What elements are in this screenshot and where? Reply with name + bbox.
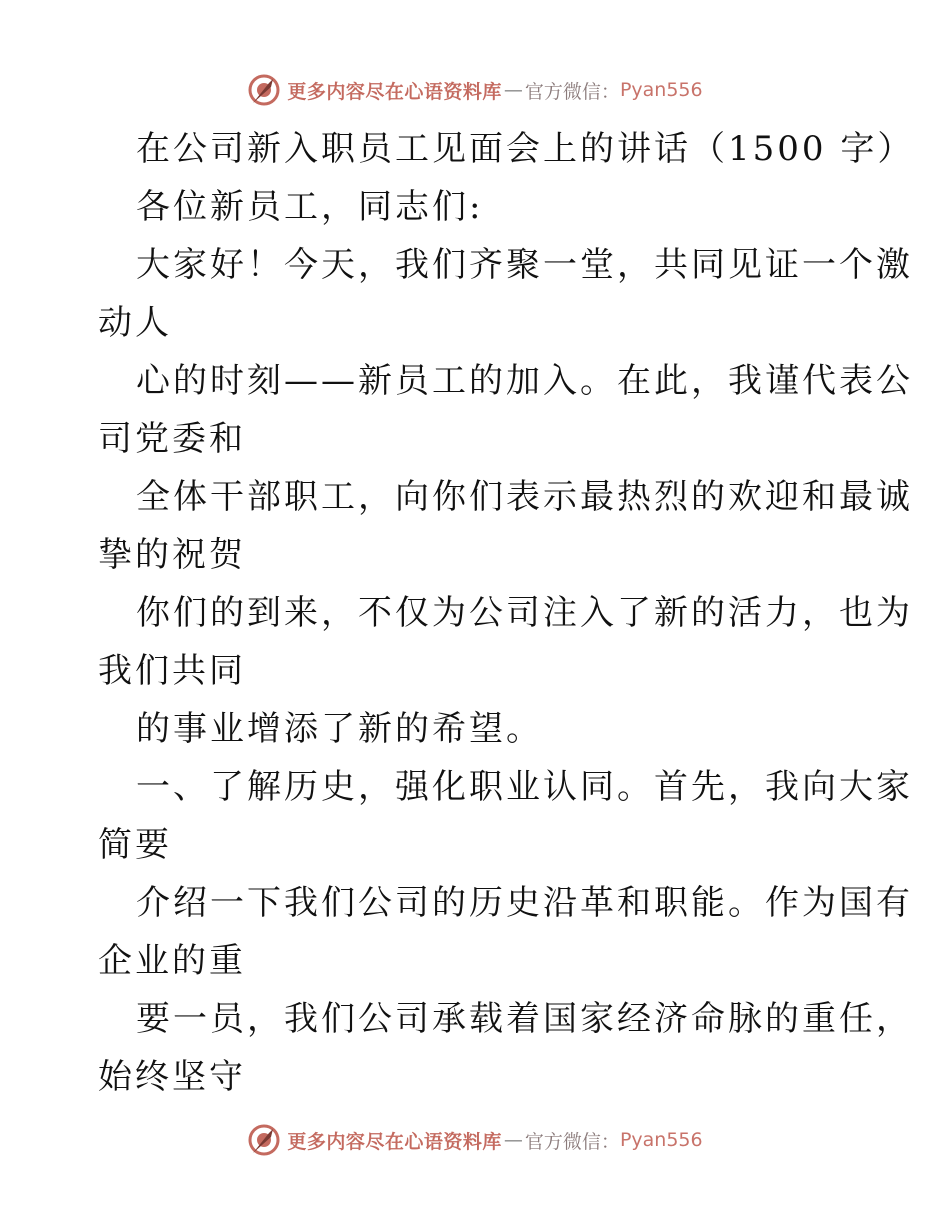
document-line: 简要: [98, 825, 172, 865]
document-line: 心的时刻——新员工的加入。在此，我谨代表公: [136, 361, 913, 401]
document-line: 在公司新入职员工见面会上的讲话（1500 字）: [136, 129, 915, 169]
document-line: 介绍一下我们公司的历史沿革和职能。作为国有: [136, 883, 913, 923]
document-line: 你们的到来，不仅为公司注入了新的活力，也为: [136, 593, 913, 633]
watermark-wechat-id: Pyan556: [619, 1129, 703, 1151]
document-line: 全体干部职工，向你们表示最热烈的欢迎和最诚: [136, 477, 913, 517]
document-line: 动人: [98, 303, 172, 343]
watermark-wechat-id: Pyan556: [619, 79, 703, 101]
watermark-wechat-label: 官方微信：: [524, 1130, 620, 1153]
watermark-wechat-label: 官方微信：: [524, 80, 620, 103]
document-line: 各位新员工，同志们:: [136, 187, 484, 227]
document-line: 大家好！今天，我们齐聚一堂，共同见证一个激: [136, 245, 913, 285]
document-line: 企业的重: [98, 941, 246, 981]
watermark-separator: —: [503, 79, 523, 101]
document-line: 我们共同: [98, 651, 246, 691]
document-line: 始终坚守: [98, 1057, 246, 1097]
watermark-brand: 更多内容尽在心语资料库: [287, 80, 502, 103]
header-watermark: [0, 70, 950, 110]
document-body: [98, 120, 915, 1106]
document-line: 要一员，我们公司承载着国家经济命脉的重任，: [136, 999, 913, 1039]
quill-logo-icon: [247, 73, 281, 107]
document-line: 挚的祝贺: [98, 535, 246, 575]
document-line: 司党委和: [98, 419, 246, 459]
footer-watermark: [0, 1120, 950, 1160]
watermark-brand: 更多内容尽在心语资料库: [287, 1130, 502, 1153]
watermark-separator: —: [503, 1129, 523, 1151]
document-line: 的事业增添了新的希望。: [136, 709, 543, 749]
document-line: 一、了解历史，强化职业认同。首先，我向大家: [136, 767, 913, 807]
quill-logo-icon: [247, 1123, 281, 1157]
